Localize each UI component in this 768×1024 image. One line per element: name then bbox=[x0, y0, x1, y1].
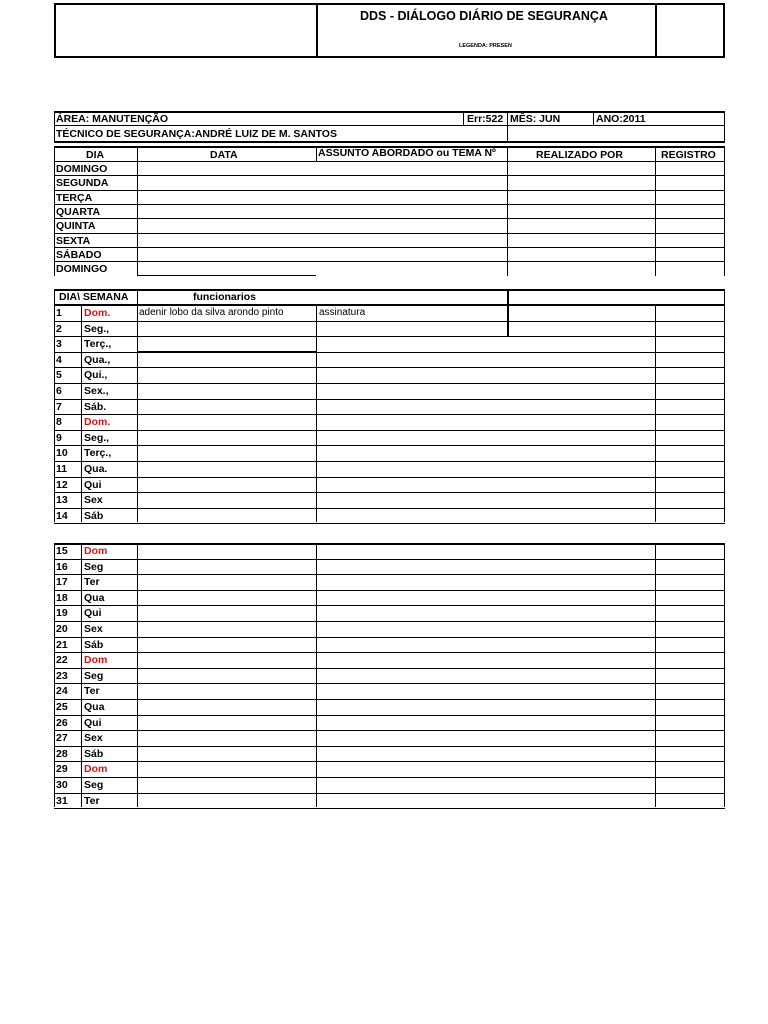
month-border-left bbox=[54, 289, 55, 522]
tecnico-label: TÉCNICO DE SEGURANÇA:ANDRÉ LUIZ DE M. SANTOS bbox=[56, 128, 337, 140]
month2-col-registro bbox=[655, 543, 656, 807]
day-number: 5 bbox=[56, 369, 62, 382]
day-number: 2 bbox=[56, 322, 62, 335]
day-number: 26 bbox=[56, 716, 68, 729]
document-title: DDS - DIÁLOGO DIÁRIO DE SEGURANÇA bbox=[360, 9, 608, 23]
names-inner-line bbox=[137, 399, 316, 400]
month2-col-names bbox=[137, 543, 138, 807]
row-line bbox=[54, 590, 725, 591]
week-col-registro bbox=[655, 146, 656, 276]
week-row-line bbox=[54, 204, 724, 205]
week-day-label: DOMINGO bbox=[56, 263, 108, 276]
weekday-label: Qua bbox=[84, 701, 105, 713]
day-number: 29 bbox=[56, 763, 68, 776]
day-number: 18 bbox=[56, 591, 68, 604]
info-divider-ano bbox=[593, 111, 594, 125]
week-row-line bbox=[54, 218, 724, 219]
week-col-assunto bbox=[316, 146, 317, 161]
row-line bbox=[54, 637, 725, 638]
row-line bbox=[54, 730, 725, 731]
day-number: 28 bbox=[56, 747, 68, 760]
row-line bbox=[54, 777, 725, 778]
week-row-line bbox=[54, 247, 724, 248]
month-top-line bbox=[54, 289, 725, 291]
weekday-label-sunday: Dom. bbox=[84, 307, 111, 319]
info-divider-mes bbox=[507, 111, 508, 142]
month2-border-left bbox=[54, 543, 55, 807]
week-row-line bbox=[54, 190, 724, 191]
day-number: 20 bbox=[56, 623, 68, 635]
legend-text: LEGENDA: PRESEN bbox=[459, 43, 512, 49]
info-divider-err bbox=[463, 111, 464, 125]
rows-top-line bbox=[54, 543, 725, 545]
row-line bbox=[54, 414, 725, 415]
week-row-line bbox=[54, 175, 724, 176]
info-mid-line bbox=[54, 125, 725, 126]
week-header-realizado: REALIZADO POR bbox=[536, 149, 623, 161]
weekday-label: Qui bbox=[84, 478, 102, 491]
day-number: 21 bbox=[56, 638, 68, 651]
weekday-label: Ter bbox=[84, 576, 100, 589]
weekday-label-sunday: Dom. bbox=[84, 416, 111, 429]
day-number: 3 bbox=[56, 338, 62, 351]
day-number: 4 bbox=[56, 353, 62, 366]
month-border-right bbox=[724, 289, 725, 522]
weekday-label: Sex bbox=[84, 623, 103, 635]
weekday-label: Qui bbox=[84, 716, 102, 729]
week-row-line bbox=[316, 261, 507, 262]
day-number: 16 bbox=[56, 560, 68, 573]
weekday-label: Qua., bbox=[84, 353, 111, 366]
month2-border-right bbox=[724, 543, 725, 807]
row-line bbox=[54, 746, 725, 747]
day-number: 31 bbox=[56, 794, 68, 807]
area-label: ÁREA: MANUTENÇÃO bbox=[56, 113, 168, 125]
day-number: 12 bbox=[56, 478, 68, 491]
day-number: 11 bbox=[56, 463, 68, 475]
row-line bbox=[54, 668, 725, 669]
info-border-left bbox=[54, 111, 55, 142]
weekday-label: Sáb bbox=[84, 638, 104, 651]
weekday-label-sunday: Dom bbox=[84, 763, 108, 776]
err-label: Err:522 bbox=[467, 113, 504, 125]
row-line bbox=[54, 336, 725, 337]
week-col-realizado bbox=[507, 146, 508, 276]
week-border-left bbox=[54, 146, 55, 276]
ano-label: ANO:2011 bbox=[596, 113, 646, 125]
row-line bbox=[54, 477, 725, 478]
row-line bbox=[54, 605, 725, 606]
week-day-label: SEXTA bbox=[56, 234, 91, 247]
week-day-label: SÁBADO bbox=[56, 248, 102, 261]
weekday-label: Seg., bbox=[84, 431, 110, 444]
month-header-line bbox=[54, 304, 725, 306]
month2-col-weekday bbox=[81, 543, 82, 807]
weekday-label: Sáb bbox=[84, 747, 104, 760]
day-number: 6 bbox=[56, 385, 62, 397]
day-number: 23 bbox=[56, 669, 68, 682]
weekday-label: Sáb. bbox=[84, 400, 107, 413]
day-number: 19 bbox=[56, 607, 68, 620]
weekday-label: Seg bbox=[84, 779, 104, 791]
week-row-line bbox=[137, 275, 316, 276]
row-line bbox=[54, 523, 725, 524]
weekday-label: Sex bbox=[84, 732, 103, 745]
row-line bbox=[54, 430, 725, 431]
day-number: 15 bbox=[56, 545, 68, 557]
row1-signature: assinatura bbox=[319, 307, 366, 318]
row-line bbox=[54, 321, 725, 322]
weekday-label: Sáb bbox=[84, 509, 104, 522]
row-line bbox=[54, 808, 725, 809]
header-divider-left bbox=[316, 3, 318, 58]
day-number: 14 bbox=[56, 509, 68, 522]
week-day-label: QUINTA bbox=[56, 220, 96, 233]
row-line bbox=[54, 699, 725, 700]
row-line bbox=[54, 492, 725, 493]
weekday-label: Terç., bbox=[84, 447, 112, 460]
weekday-label-sunday: Dom bbox=[84, 545, 108, 557]
day-number: 30 bbox=[56, 779, 68, 791]
month-header-funcionarios: funcionarios bbox=[193, 291, 257, 303]
week-day-label: DOMINGO bbox=[56, 163, 108, 175]
header-divider-right bbox=[655, 3, 657, 58]
row-line bbox=[54, 445, 725, 446]
weekday-label: Seg bbox=[84, 669, 104, 682]
day-number: 8 bbox=[56, 416, 62, 429]
day-number: 13 bbox=[56, 494, 68, 507]
weekday-label-sunday: Dom bbox=[84, 654, 108, 667]
week-day-label: QUARTA bbox=[56, 205, 101, 218]
row-line bbox=[54, 574, 725, 575]
week-header-line bbox=[54, 161, 725, 162]
row-line bbox=[54, 683, 725, 684]
weekday-label: Qua bbox=[84, 591, 105, 604]
week-header-dia: DIA bbox=[86, 149, 105, 161]
day-number: 7 bbox=[56, 400, 62, 413]
row1-employee-names: adenir lobo da silva arondo pinto bbox=[139, 307, 284, 318]
weekday-label: Ter bbox=[84, 794, 100, 807]
day-number: 10 bbox=[56, 447, 68, 460]
row-line bbox=[54, 621, 725, 622]
weekday-label: Sex bbox=[84, 494, 103, 507]
weekday-label: Qui bbox=[84, 607, 102, 620]
day-number: 9 bbox=[56, 431, 62, 444]
weekday-label: Qui., bbox=[84, 369, 108, 382]
day-number: 25 bbox=[56, 701, 68, 713]
row-line bbox=[54, 715, 725, 716]
week-header-data: DATA bbox=[210, 149, 238, 161]
row-line bbox=[54, 559, 725, 560]
info-border-right bbox=[724, 111, 725, 142]
day-number: 27 bbox=[56, 732, 68, 745]
weekday-label: Sex., bbox=[84, 385, 109, 397]
week-col-data bbox=[137, 146, 138, 276]
weekday-label: Qua. bbox=[84, 463, 108, 475]
weekday-label: Terç., bbox=[84, 338, 112, 351]
week-day-label: SEGUNDA bbox=[56, 177, 109, 190]
row-line bbox=[54, 461, 725, 462]
week-day-label: TERÇA bbox=[56, 191, 93, 204]
day-number: 1 bbox=[56, 307, 62, 319]
week-row-line bbox=[507, 261, 725, 262]
week-header-assunto: ASSUNTO ABORDADO ou TEMA Nº bbox=[318, 147, 496, 159]
names-inner-line bbox=[137, 367, 316, 368]
row-line bbox=[54, 793, 725, 794]
week-header-registro: REGISTRO bbox=[661, 149, 716, 161]
mes-label: MÊS: JUN bbox=[510, 113, 561, 125]
month-col-names bbox=[137, 289, 138, 522]
weekday-label: Seg., bbox=[84, 322, 110, 335]
info-bottom-line bbox=[54, 141, 725, 143]
week-row-line bbox=[54, 233, 724, 234]
row-line bbox=[54, 508, 725, 509]
month-header-dia-semana: DIA\ SEMANA bbox=[59, 291, 129, 303]
weekday-label: Seg bbox=[84, 560, 104, 573]
month-col-realizado bbox=[507, 289, 509, 337]
row-line bbox=[54, 652, 725, 653]
week-border-right bbox=[724, 146, 725, 276]
names-inner-line bbox=[137, 351, 316, 352]
row-line bbox=[54, 761, 725, 762]
month2-col-sign bbox=[316, 543, 317, 807]
weekday-label: Ter bbox=[84, 685, 100, 698]
day-number: 22 bbox=[56, 654, 68, 667]
names-inner-line bbox=[137, 383, 316, 384]
day-number: 17 bbox=[56, 576, 68, 589]
day-number: 24 bbox=[56, 685, 68, 698]
